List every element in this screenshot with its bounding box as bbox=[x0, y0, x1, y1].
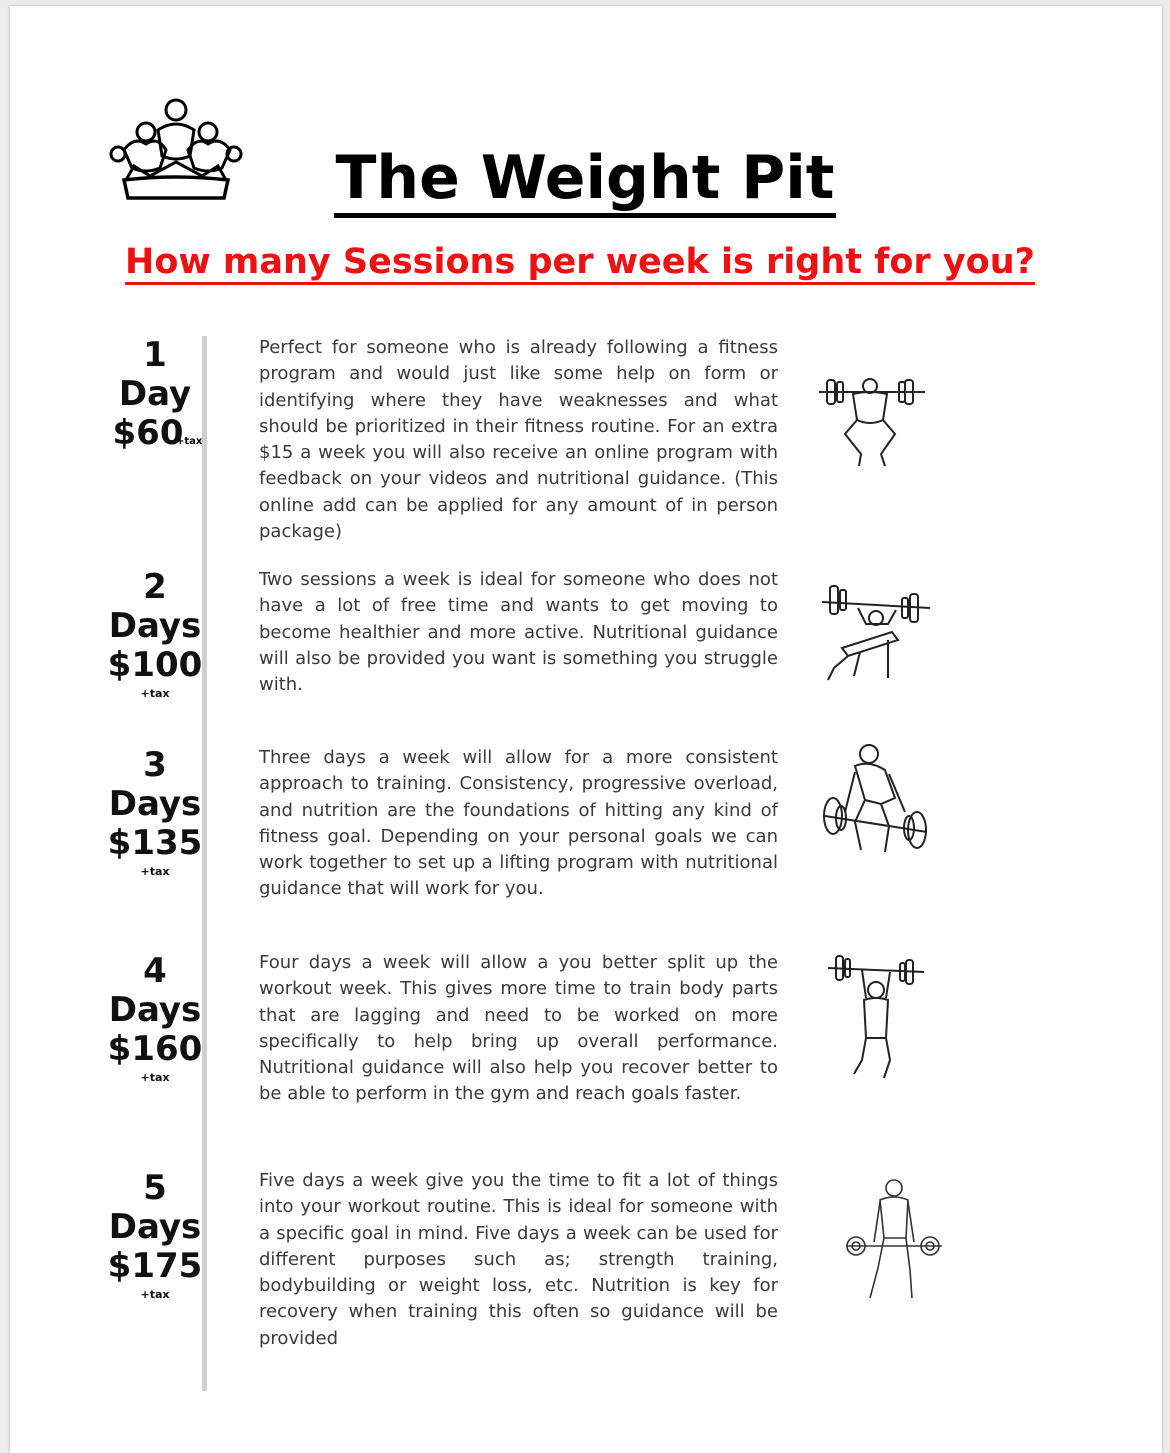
package-3-unit: Days bbox=[108, 784, 202, 824]
barbell-hold-icon bbox=[840, 1178, 944, 1304]
package-5-count: 5 bbox=[143, 1168, 167, 1208]
package-4-description: Four days a week will allow a you better split up the workout week. This gives more time to train body parts that are lagging and need to be worked on more specifically to help bring up overall performance. Nutritional guidance will also help you recover better to be able to perform in the gym and reach goals faster. bbox=[259, 952, 778, 1105]
package-2-price: $100 bbox=[107, 645, 203, 685]
package-4-price: $160 bbox=[107, 1029, 203, 1069]
package-5-unit: Days bbox=[108, 1207, 202, 1247]
package-3-tax: +tax bbox=[140, 865, 170, 878]
deadlift-icon bbox=[815, 742, 933, 860]
package-5-label bbox=[100, 1169, 210, 1302]
package-5-price: $175 bbox=[107, 1246, 203, 1286]
package-2-label bbox=[100, 568, 210, 701]
package-3-price: $135 bbox=[107, 823, 203, 863]
package-3-label bbox=[100, 746, 210, 879]
package-2-unit: Days bbox=[108, 606, 202, 646]
package-5-tax: +tax bbox=[140, 1288, 170, 1301]
package-3-count: 3 bbox=[143, 745, 167, 785]
package-1-description: Perfect for someone who is already following a fitness program and would just like some help on form or identifying where they have weaknesses and what should be prioritized in their fitness routine. For an extra $15 a week you will also receive an online program with feedback on your videos and nutritional guidance. (This online add can be applied for any amount of in person package) bbox=[259, 337, 778, 543]
package-1-count: 1 bbox=[143, 335, 167, 375]
package-2-tax: +tax bbox=[140, 687, 170, 700]
overhead-press-icon bbox=[826, 950, 926, 1082]
package-4-count: 4 bbox=[143, 951, 167, 991]
package-1-tax: +tax bbox=[176, 436, 203, 447]
page-title: The Weight Pit bbox=[0, 142, 1170, 214]
package-4-label bbox=[100, 952, 210, 1085]
package-2-count: 2 bbox=[143, 567, 167, 607]
bench-press-icon bbox=[818, 578, 933, 684]
package-4-tax: +tax bbox=[140, 1071, 170, 1084]
package-1-price: $60 bbox=[112, 413, 184, 453]
package-5-description: Five days a week give you the time to fit a lot of things into your workout routine. This is ideal for someone with a specific goal in mind. Five days a week can be used for different purposes such as; strength training, bodybuilding or weight loss, etc. Nutrition is key for recovery when training this often so guidance will be provided bbox=[259, 1170, 778, 1349]
package-1-unit: Day bbox=[118, 374, 192, 414]
package-3-description: Three days a week will allow for a more consistent approach to training. Consistency, progressive overload, and nutrition are the foundations of hitting any kind of fitness goal. Depending on your personal goals we can work together to set up a lifting program with nutritional guidance that will work for you. bbox=[259, 747, 778, 900]
package-4-unit: Days bbox=[108, 990, 202, 1030]
package-2-description: Two sessions a week is ideal for someone who does not have a lot of free time and wants to get moving to become healthier and more active. Nutritional guidance will also be provided you want is something you struggle with. bbox=[259, 569, 778, 696]
squat-icon bbox=[815, 370, 930, 470]
page-subtitle: How many Sessions per week is right for you? bbox=[0, 238, 1160, 286]
